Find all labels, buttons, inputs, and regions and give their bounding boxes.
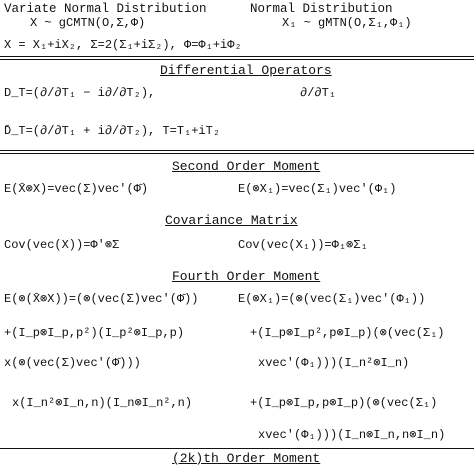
operator-dt: D_T=(∂/∂T₁ − i∂/∂T₂), (4, 86, 156, 100)
fourth-moment-real-line: +(I_p⊗I_p²,p⊗I_p)(⊗(vec(Σ₁) (250, 326, 445, 340)
section-title-covariance: Covariance Matrix (165, 213, 298, 228)
section-title-differential: Differential Operators (160, 63, 332, 78)
fourth-moment-complex-line: x(⊗(vec(Σ)vec′(Φ̄))) (4, 356, 141, 370)
separator (0, 153, 474, 154)
fourth-moment-real-line: +(I_p⊗I_p,p⊗I_p)(⊗(vec(Σ₁) (250, 396, 438, 410)
right-distribution-def: X₁ ~ gMTN(O,Σ₁,Φ₁) (282, 16, 412, 30)
covariance-real: Cov(vec(X₁))=Φ₁⊗Σ₁ (238, 238, 368, 252)
operator-dt-conjugate: D̄_T=(∂/∂T₁ + i∂/∂T₂), T=T₁+iT₂ (4, 124, 221, 138)
second-moment-complex: E(X̄⊗X)=vec(Σ)vec′(Φ̄) (4, 182, 149, 196)
second-moment-real: E(⊗X₁)=vec(Σ₁)vec′(Φ₁) (238, 182, 397, 196)
fourth-moment-complex-line: x(I_n²⊗I_n,n)(I_n⊗I_n²,n) (12, 396, 193, 410)
separator (0, 448, 474, 449)
fourth-moment-real-line: xvec′(Φ₁)))(I_n⊗I_n,n⊗I_n) (258, 428, 446, 442)
separator (0, 59, 474, 60)
covariance-complex: Cov(vec(X))=Φ′⊗Σ (4, 238, 120, 252)
variable-relation: X = X₁+iX₂, Σ=2(Σ₁+iΣ₂), Φ=Φ₁+iΦ₂ (4, 38, 242, 52)
operator-dt-real: ∂/∂T₁ (300, 86, 337, 100)
fourth-moment-complex-line: E(⊗(X̄⊗X))=(⊗(vec(Σ)vec′(Φ̄)) (4, 292, 199, 306)
left-distribution-def: X ~ gCMTN(O,Σ,Φ) (30, 16, 146, 30)
fourth-moment-real-line: E(⊗X₁)=(⊗(vec(Σ₁)vec′(Φ₁)) (238, 292, 426, 306)
separator (0, 150, 474, 151)
section-title-fourth-moment: Fourth Order Moment (172, 269, 321, 284)
right-column-title: Normal Distribution (250, 2, 393, 16)
fourth-moment-complex-line: +(I_p⊗I_p,p²)(I_p²⊗I_p,p) (4, 326, 185, 340)
section-title-second-moment: Second Order Moment (172, 159, 321, 174)
fourth-moment-real-line: xvec′(Φ₁)))(I_n²⊗I_n) (258, 356, 410, 370)
section-title-general-moment: (2k)th Order Moment (172, 451, 321, 466)
left-column-title: Variate Normal Distribution (4, 2, 207, 16)
separator (0, 56, 474, 57)
